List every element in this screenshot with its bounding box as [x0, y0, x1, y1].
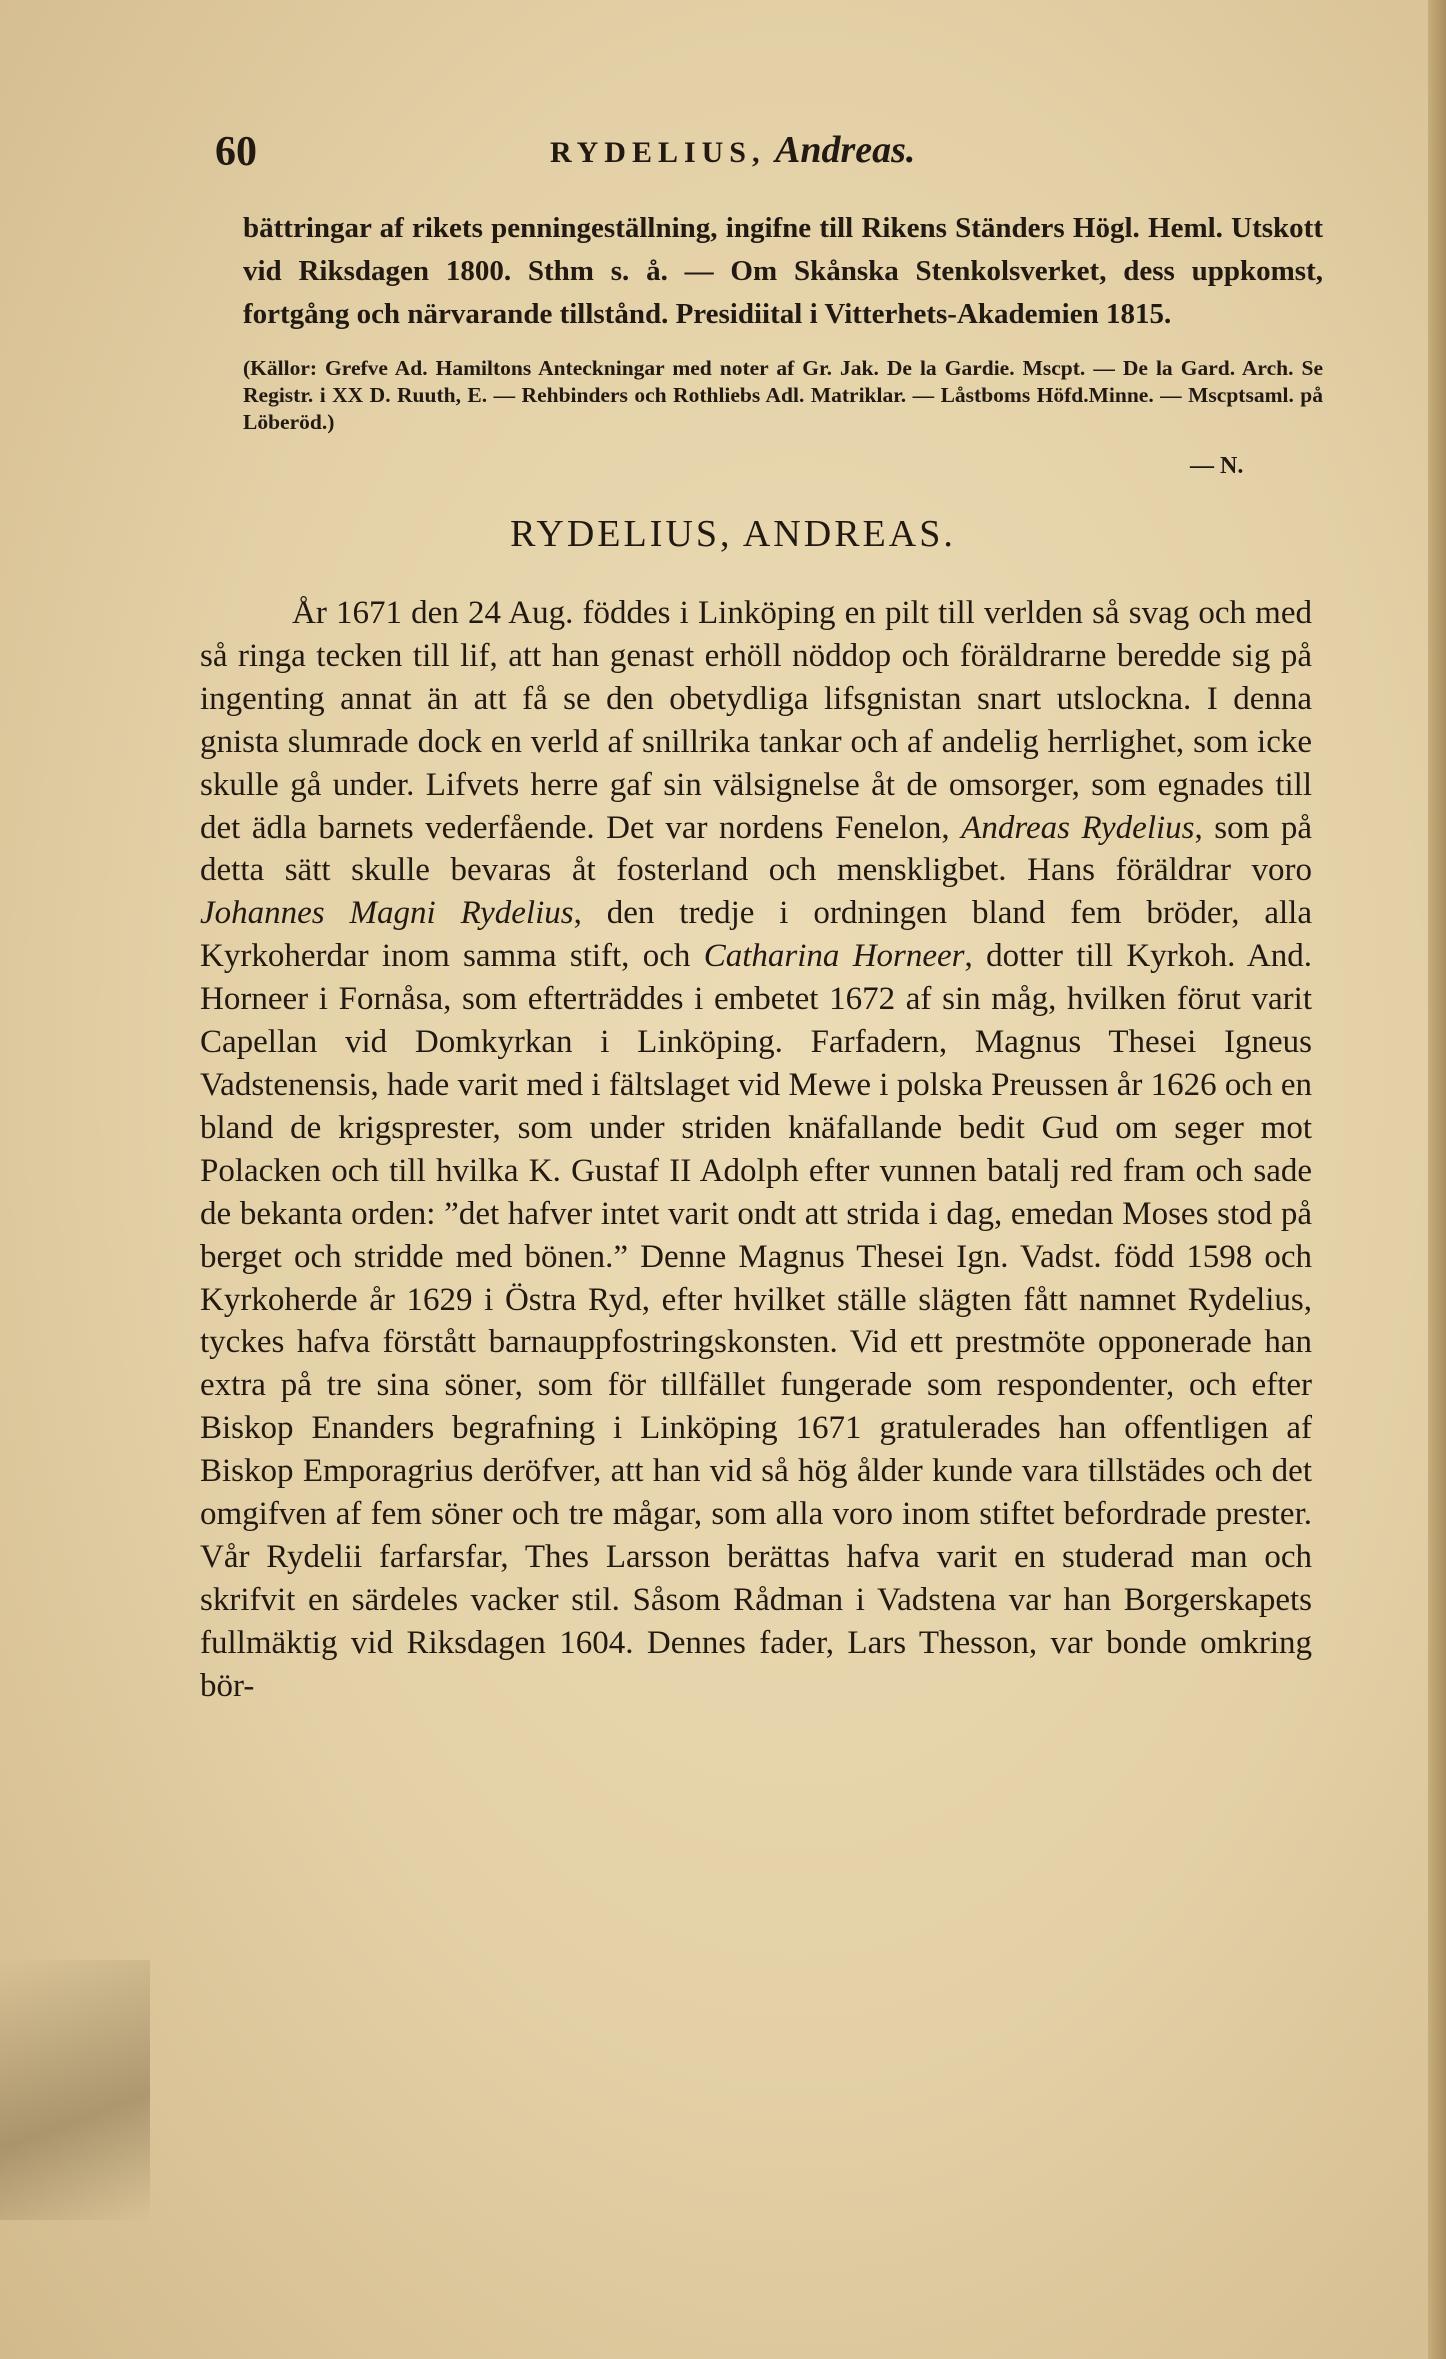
sources-note: (Källor: Grefve Ad. Hamiltons Anteckningar med noter af Gr. Jak. De la Gardie. Mscpt. — De la Gard. Arch. Se Registr. i XX D. Ruuth, E. — Rehbinders och Rothliebs Adl. Matriklar. — Låstboms Höfd.Minne. — Mscptsaml. på Löberöd.) [243, 356, 1323, 434]
page-header [215, 128, 1325, 188]
running-head [550, 128, 915, 172]
subject-name: Andreas Rydelius [961, 809, 1195, 846]
entry-text-2: , som på detta sätt skulle bevaras åt fosterland och menskligbet. Hans föräldrar voro [200, 809, 1312, 889]
entry-paragraph [200, 592, 1312, 1708]
running-head-surname: RYDELIUS, [550, 136, 766, 169]
father-name: Johannes Magni Rydelius [200, 895, 574, 932]
page-number: 60 [215, 129, 257, 175]
entry-body [200, 592, 1312, 1708]
entry-text-1: År 1671 den 24 Aug. föddes i Linköping en pilt till verlden så svag och med så ringa tecken till lif, att han genast erhöll nöddop och föräldrarne beredde sig på ingenting annat än att få se den obetydliga lifsgnistan snart utslockna. I denna gnista slumrade dock en verld af snillrika tankar och af andelig herrlighet, som icke skulle gå under. Lifvets herre gaf sin välsignelse åt de omsorger, som egnades till det ädla barnets vederfående. Det var nordens Fenelon, [200, 595, 1312, 846]
page-edge [1428, 0, 1446, 2359]
page-stain [0, 1960, 150, 2220]
entry-title: RYDELIUS, ANDREAS. [510, 513, 956, 555]
entry-text-3: , den tredje i ordningen bland fem bröder, alla Kyrkoherdar inom samma stift, och [200, 895, 1312, 975]
author-signature: — N. [1190, 453, 1244, 479]
entry-text-4: , dotter till Kyrkoh. And. Horneer i Fornåsa, som efterträddes i embetet 1672 af sin måg, hvilken förut varit Capellan vid Domkyrkan i Linköping. Farfadern, Magnus Thesei Igneus Vadstenensis, hade varit med i fältslaget vid Mewe i polska Preussen år 1626 och en bland de krigsprester, som under striden knäfallande bedit Gud om seger mot Polacken och till hvilka K. Gustaf II Adolph efter vunnen batalj red fram och sade de bekanta orden: ”det hafver intet varit ondt att strida i dag, emedan Moses stod på berget och stridde med bönen.” Denne Magnus Thesei Ign. Vadst. född 1598 och Kyrkoherde år 1629 i Östra Ryd, efter hvilket ställe slägten fått namnet Rydelius, tyckes hafva förstått barnauppfostringskonsten. Vid ett prestmöte opponerade han extra på tre sina söner, som för tillfället fungerade som respondenter, och efter Biskop Enanders begrafning i Linköping 1671 gratulerades han offentligen af Biskop Emporagrius deröfver, att han vid så hög ålder kunde vara tillstädes och det omgifven af fem söner och tre mågar, som alla voro inom stiftet befordrade prester. Vår Rydelii farfarsfar, Thes Larsson berättas hafva varit en studerad man och skrifvit en särdeles vacker stil. Såsom Rådman i Vadstena var han Borgerskapets fullmäktig vid Riksdagen 1604. Dennes fader, Lars Thesson, var bonde omkring bör- [200, 938, 1312, 1704]
running-head-first-name: Andreas. [774, 129, 916, 171]
mother-name: Catharina Horneer [703, 938, 965, 975]
previous-entry-text: bättringar af rikets penningeställning, ingifne till Rikens Ständers Högl. Heml. Utskott vid Riksdagen 1800. Sthm s. å. — Om Skånska Stenkolsverket, dess uppkomst, fortgång och närvarande tillstånd. Presidiital i Vitterhets-Akademien 1815. [243, 212, 1323, 330]
